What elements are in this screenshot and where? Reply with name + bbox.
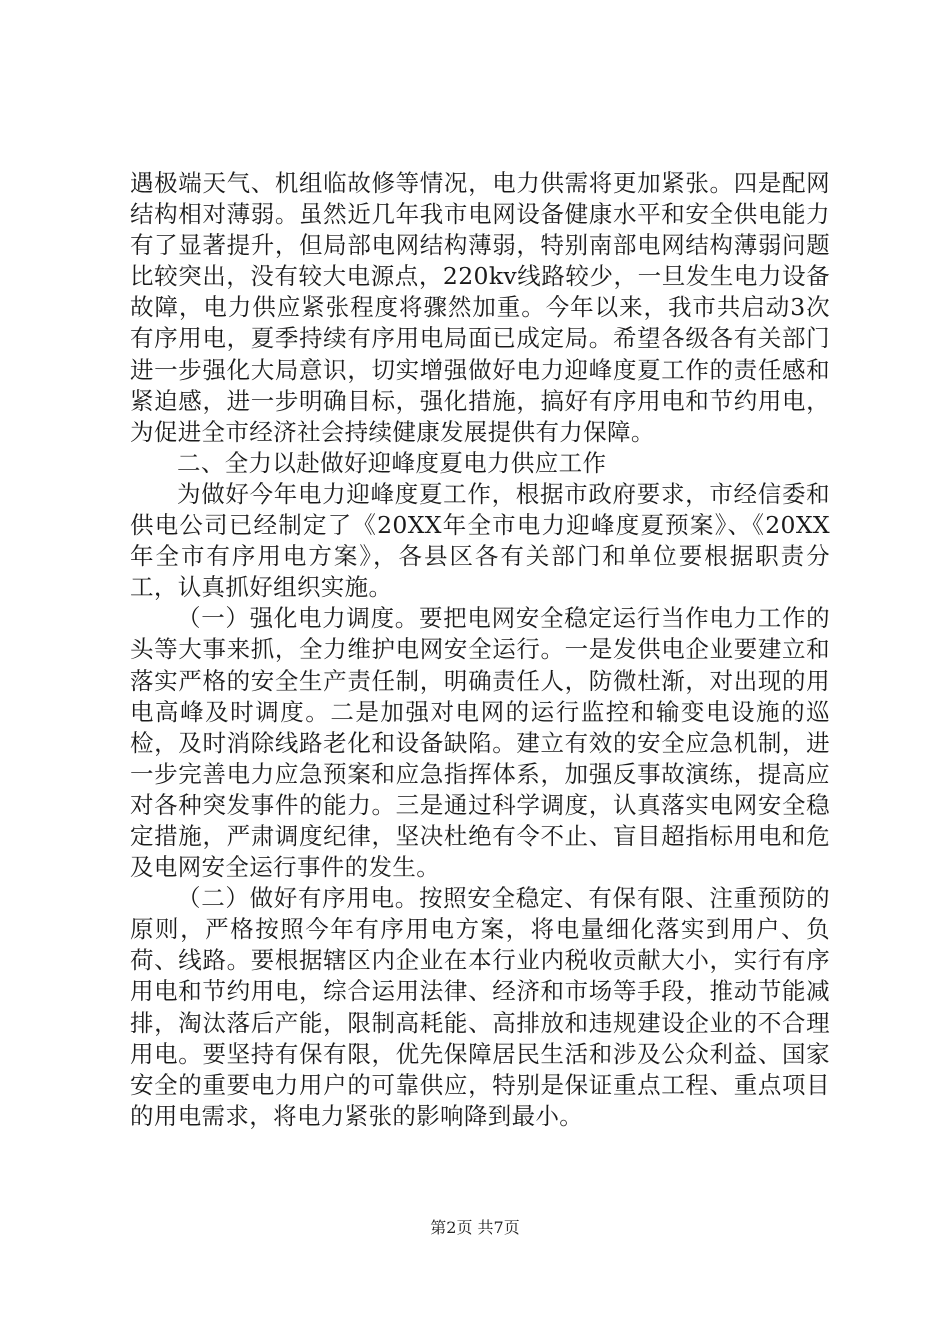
paragraph-item-1: （一）强化电力调度。要把电网安全稳定运行当作电力工作的头等大事来抓，全力维护电网安全运行。一是发供电企业要建立和落实严格的安全生产责任制，明确责任人，防微杜渐，对出现的用电高峰及时调度。二是加强对电网的运行监控和输变电设施的巡检，及时消除线路老化和设备缺陷。建立有效的安全应急机制，进一步完善电力应急预案和应急指挥体系，加强反事故演练，提高应对各种突发事件的能力。三是通过科学调度，认真落实电网安全稳定措施，严肃调度纪律，坚决杜绝有令不止、盲目超指标用电和危及电网安全运行事件的发生。 [130,604,830,882]
document-body [130,168,830,1132]
page-number-footer: 第2页 共7页 [430,1218,520,1237]
section-heading-2: 二、全力以赴做好迎峰度夏电力供应工作 [177,448,607,477]
paragraph-item-2: （二）做好有序用电。按照安全稳定、有保有限、注重预防的原则，严格按照今年有序用电方案，将电量细化落实到用户、负荷、线路。要根据辖区内企业在本行业内税收贡献大小，实行有序用电和节约用电，综合运用法律、经济和市场等手段，推动节能减排，淘汰落后产能，限制高耗能、高排放和违规建设企业的不合理用电。要坚持有保有限，优先保障居民生活和涉及公众利益、国家安全的重要电力用户的可靠供应，特别是保证重点工程、重点项目的用电需求，将电力紧张的影响降到最小。 [130,884,830,1130]
paragraph-intro: 为做好今年电力迎峰度夏工作，根据市政府要求，市经信委和供电公司已经制定了《20XX年全市电力迎峰度夏预案》、《20XX年全市有序用电方案》，各县区各有关部门和单位要根据职责分工，认真抓好组织实施。 [130,479,830,602]
paragraph-continuation: 遇极端天气、机组临故修等情况，电力供需将更加紧张。四是配网结构相对薄弱。虽然近几年我市电网设备健康水平和安全供电能力有了显著提升，但局部电网结构薄弱，特别南部电网结构薄弱问题比较突出，没有较大电源点，220kv线路较少，一旦发生电力设备故障，电力供应紧张程度将骤然加重。今年以来，我市共启动3次有序用电，夏季持续有序用电局面已成定局。希望各级各有关部门进一步强化大局意识，切实增强做好电力迎峰度夏工作的责任感和紧迫感，进一步明确目标，强化措施，搞好有序用电和节约用电，为促进全市经济社会持续健康发展提供有力保障。 [130,169,830,446]
